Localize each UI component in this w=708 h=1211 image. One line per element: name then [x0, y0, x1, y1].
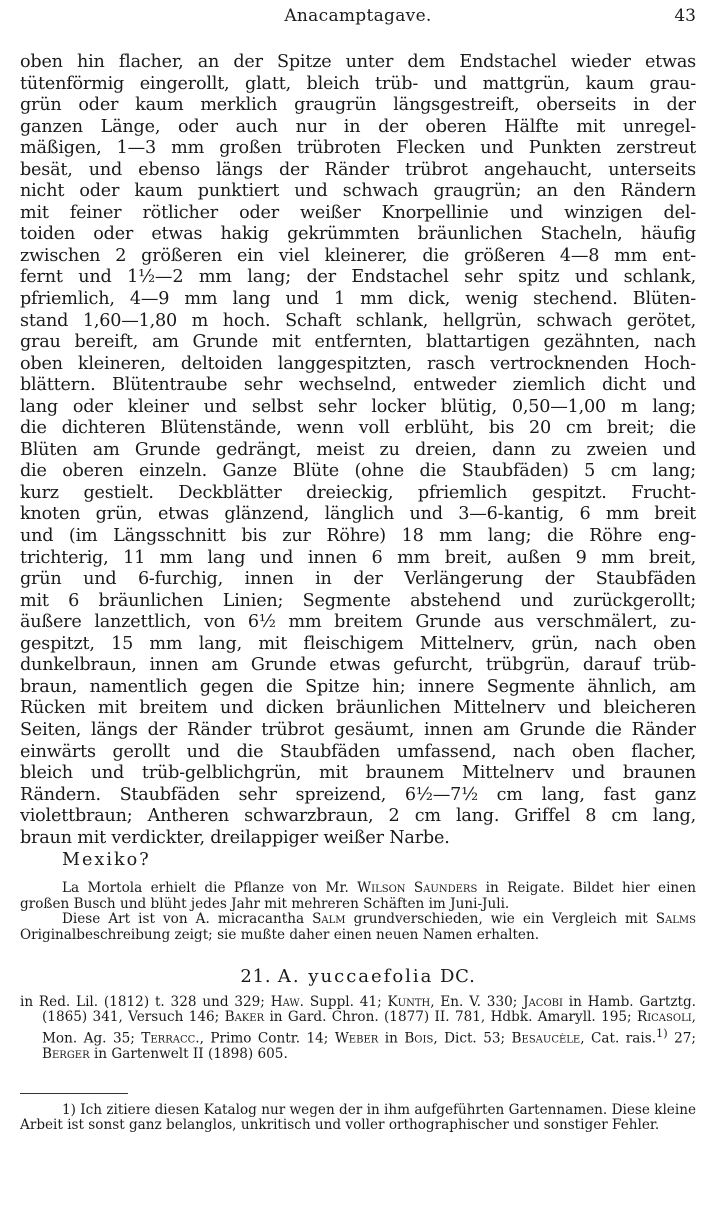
running-title: Anacamptagave.: [284, 6, 432, 26]
species-number: 21.: [240, 965, 272, 987]
literature-references: in Red. Lil. (1812) t. 328 und 329; Haw. Suppl. 41; Kunth, En. V. 330; Jacobi in Hamb. Gartztg. (1865) 341, Versuch 146; Baker in Gard. Chron. (1877) II. 781, Hdbk. Amaryll. 195; Ricasoli, Mon. Ag. 35; Terracc., Primo Contr. 14; Weber in Bois, Dict. 53; Besaucèle, Cat. rais.$^{1)}$ 27; Berger in Gartenwelt II (1898) 605.: [20, 993, 696, 1062]
description-paragraph: [20, 52, 696, 849]
text-line: stand 1,60—1,80 m hoch. Schaft schlank, hellgrün, schwach gerötet,: [20, 310, 696, 331]
footnote-marker: 1): [656, 1025, 668, 1040]
running-header: [20, 0, 696, 30]
text-line: Blüten am Grunde gedrängt, meist zu dreien, dann zu zweien und: [20, 439, 696, 460]
text-line: braun, namentlich gegen die Spitze hin; innere Segmente ähnlich, am: [20, 676, 696, 697]
text-line: violettbraun; Antheren schwarzbraun, 2 cm lang. Griffel 8 cm lang,: [20, 806, 696, 827]
text-line: mit 6 bräunlichen Linien; Segmente abstehend und zurückgerollt;: [20, 590, 696, 611]
text-line: kurz gestielt. Deckblätter dreieckig, pfriemlich gespitzt. Frucht-: [20, 482, 696, 503]
author-name: Salm: [312, 911, 346, 928]
text-line: dunkelbraun, innen am Grunde etwas gefurcht, trübgrün, darauf trüb-: [20, 655, 696, 676]
text-line: mäßigen, 1—3 mm großen trübroten Flecken und Punkten zerstreut: [20, 138, 696, 159]
text-line: toiden oder etwas hakig gekrümmten bräunlichen Stacheln, häufig: [20, 224, 696, 245]
note-paragraph: La Mortola erhielt die Pflanze von Mr. Wilson Saunders in Reigate. Bildet hier einen großen Busch und blüht jedes Jahr mit mehreren Schäften im Juni-Juli.: [20, 880, 696, 912]
text-line: mit feiner rötlicher oder weißer Knorpellinie und winzigen del-: [20, 202, 696, 223]
text-line: fernt und 1½—2 mm lang; der Endstachel sehr spitz und schlank,: [20, 267, 696, 288]
footnote: 1) Ich zitiere diesen Katalog nur wegen der in ihm aufgeführten Gartennamen. Diese kleine Arbeit ist sonst ganz belanglos, unkritisch und voller orthographischer und sonstiger Fehler.: [20, 1101, 696, 1134]
book-page: [20, 0, 696, 1134]
text-line: Seiten, längs der Ränder trübrot gesäumt, innen am Grunde die Ränder: [20, 719, 696, 740]
cultivation-note: [20, 881, 696, 943]
text-line: und (im Längsschnitt bis zur Röhre) 18 mm lang; die Röhre eng-: [20, 526, 696, 547]
text-line: blättern. Blütentraube sehr wechselnd, entweder ziemlich dicht und: [20, 375, 696, 396]
text-line: die oberen einzeln. Ganze Blüte (ohne die Staubfäden) 5 cm lang;: [20, 461, 696, 482]
text-line: bleich und trüb-gelblichgrün, mit braunem Mittelnerv und braunen: [20, 763, 696, 784]
text-line: oben hin flacher, an der Spitze unter dem Endstachel wieder etwas: [20, 52, 696, 72]
text-line: trichterig, 11 mm lang und innen 6 mm breit, außen 9 mm breit,: [20, 547, 696, 568]
text-line: zwischen 2 größeren ein viel kleinerer, die größeren 4—8 mm ent-: [20, 245, 696, 266]
note-paragraph: Diese Art ist von A. micracantha Salm grundverschieden, wie ein Vergleich mit Salms Originalbeschreibung zeigt; sie mußte daher einen neuen Namen erhalten.: [20, 911, 697, 944]
text-line: nicht oder kaum punktiert und schwach graugrün; an den Rändern: [20, 181, 696, 202]
text-line: einwärts gerollt und die Staubfäden umfassend, nach oben flacher,: [20, 741, 696, 762]
text-line: die dichteren Blütenstände, wenn voll erblüht, bis 20 cm breit; die: [20, 418, 696, 439]
text-line: grün oder kaum merklich graugrün längsgestreift, oberseits in der: [20, 95, 696, 116]
text-line: äußere lanzettlich, von 6½ mm breitem Grunde aus verschmälert, zu-: [20, 612, 696, 633]
text-line: grün und 6-furchig, innen in der Verlängerung der Staubfäden: [20, 569, 696, 590]
text-line: pfriemlich, 4—9 mm lang und 1 mm dick, wenig stechend. Blüten-: [20, 289, 696, 310]
text-line: besät, und ebenso längs der Ränder trübrot angehaucht, unterseits: [20, 159, 696, 180]
text-line: Rücken mit breitem und dicken bräunlichen Mittelnerv und bleicheren: [20, 698, 696, 719]
text-line: gespitzt, 15 mm lang, mit fleischigem Mittelnerv, grün, nach oben: [20, 633, 696, 654]
text-line: lang oder kleiner und selbst sehr locker blütig, 0,50—1,00 m lang;: [20, 396, 696, 417]
text-line: tütenförmig eingerollt, glatt, bleich trüb- und mattgrün, kaum grau-: [20, 73, 696, 94]
locality: Mexiko?: [62, 850, 151, 871]
species-heading: [20, 966, 696, 987]
text-line: knoten grün, etwas glänzend, länglich und 3—6-kantig, 6 mm breit: [20, 504, 696, 525]
text-line: Rändern. Staubfäden sehr spreizend, 6½—7½ cm lang, fast ganz: [20, 784, 696, 805]
text-line: oben kleineren, deltoiden langgespitzten, rasch vertrocknenden Hoch-: [20, 353, 696, 374]
text-line: grau bereift, am Grunde mit entfernten, blattartigen gezähnten, nach: [20, 332, 696, 353]
text-line: ganzen Länge, oder auch nur in der oberen Hälfte mit unregel-: [20, 116, 696, 137]
person-name: Wilson Saunders: [357, 880, 478, 897]
text-line: braun mit verdickter, dreilappiger weißer Narbe.: [20, 827, 450, 848]
footnote-divider: [20, 1093, 128, 1094]
species-name: A. yuccaefolia: [277, 965, 434, 987]
author-name: Salms: [655, 911, 697, 928]
page-number: 43: [674, 6, 696, 26]
species-author: DC.: [439, 965, 476, 987]
